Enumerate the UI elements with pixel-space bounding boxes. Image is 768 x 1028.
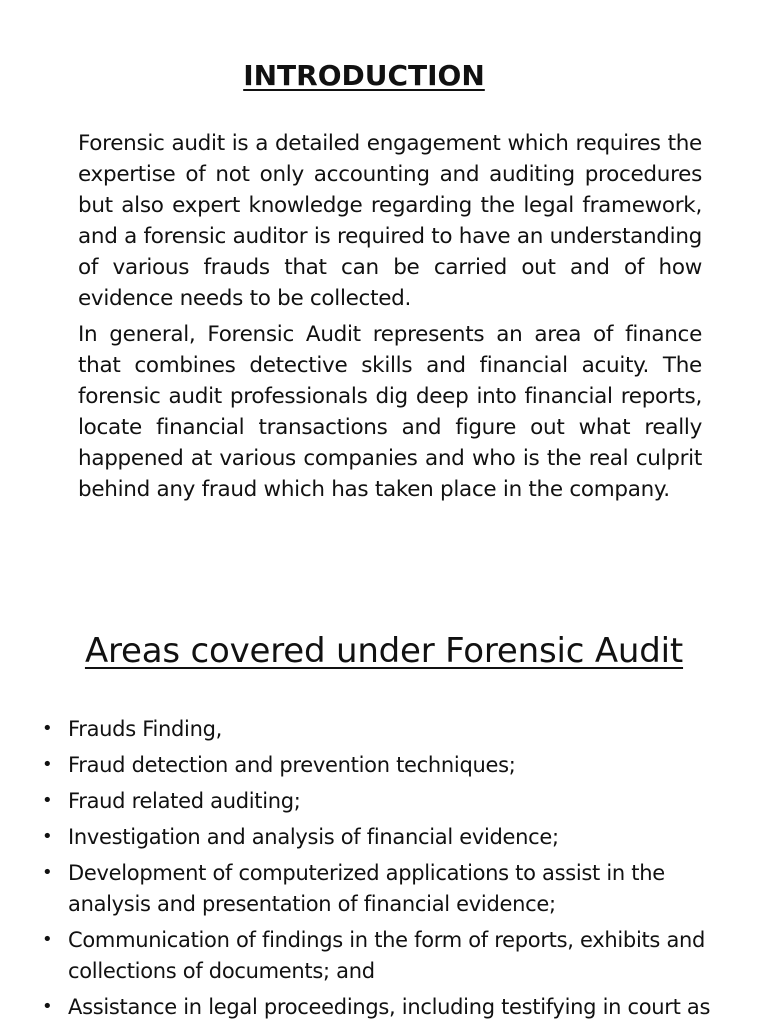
list-item-text: Fraud detection and prevention techniques; <box>68 753 516 777</box>
list-item <box>40 786 730 817</box>
intro-paragraph-1: Forensic audit is a detailed engagement which requires the expertise of not only accounting and auditing procedures but also expert knowledge regarding the legal framework, and a forensic auditor is required to have an understanding of various frauds that can be carried out and of how evidence needs to be collected. <box>78 131 702 311</box>
bullet-icon: • <box>42 929 53 950</box>
bullet-icon: • <box>42 718 53 739</box>
list-item-text: Investigation and analysis of financial evidence; <box>68 825 559 849</box>
list-item <box>40 858 730 920</box>
list-item <box>40 822 730 853</box>
introduction-heading: INTRODUCTION <box>243 59 485 92</box>
list-item-text: Development of computerized applications to assist in the analysis and presentation of financial evidence; <box>68 861 665 916</box>
bullet-icon: • <box>42 790 53 811</box>
intro-paragraph-2: In general, Forensic Audit represents an area of finance that combines detective skills and financial acuity. The forensic audit professionals dig deep into financial reports, locate financial transactions and figure out what really happened at various companies and who is the real culprit behind any fraud which has taken place in the company. <box>78 322 702 502</box>
bullet-icon: • <box>42 996 53 1017</box>
list-item-text: Assistance in legal proceedings, including testifying in court as <box>68 995 711 1019</box>
bullet-icon: • <box>42 862 53 883</box>
list-item <box>40 925 730 987</box>
slide-areas-covered <box>0 560 768 1024</box>
areas-heading: Areas covered under Forensic Audit <box>84 631 684 671</box>
bullet-icon: • <box>42 826 53 847</box>
list-item <box>40 992 730 1023</box>
areas-bullet-list <box>40 714 730 1028</box>
introduction-body <box>78 128 702 510</box>
list-item-text: Frauds Finding, <box>68 717 222 741</box>
bullet-icon: • <box>42 754 53 775</box>
list-item-text: Communication of findings in the form of reports, exhibits and collections of documents; and <box>68 928 706 983</box>
list-item <box>40 714 730 745</box>
list-item <box>40 750 730 781</box>
list-item-text: Fraud related auditing; <box>68 789 301 813</box>
